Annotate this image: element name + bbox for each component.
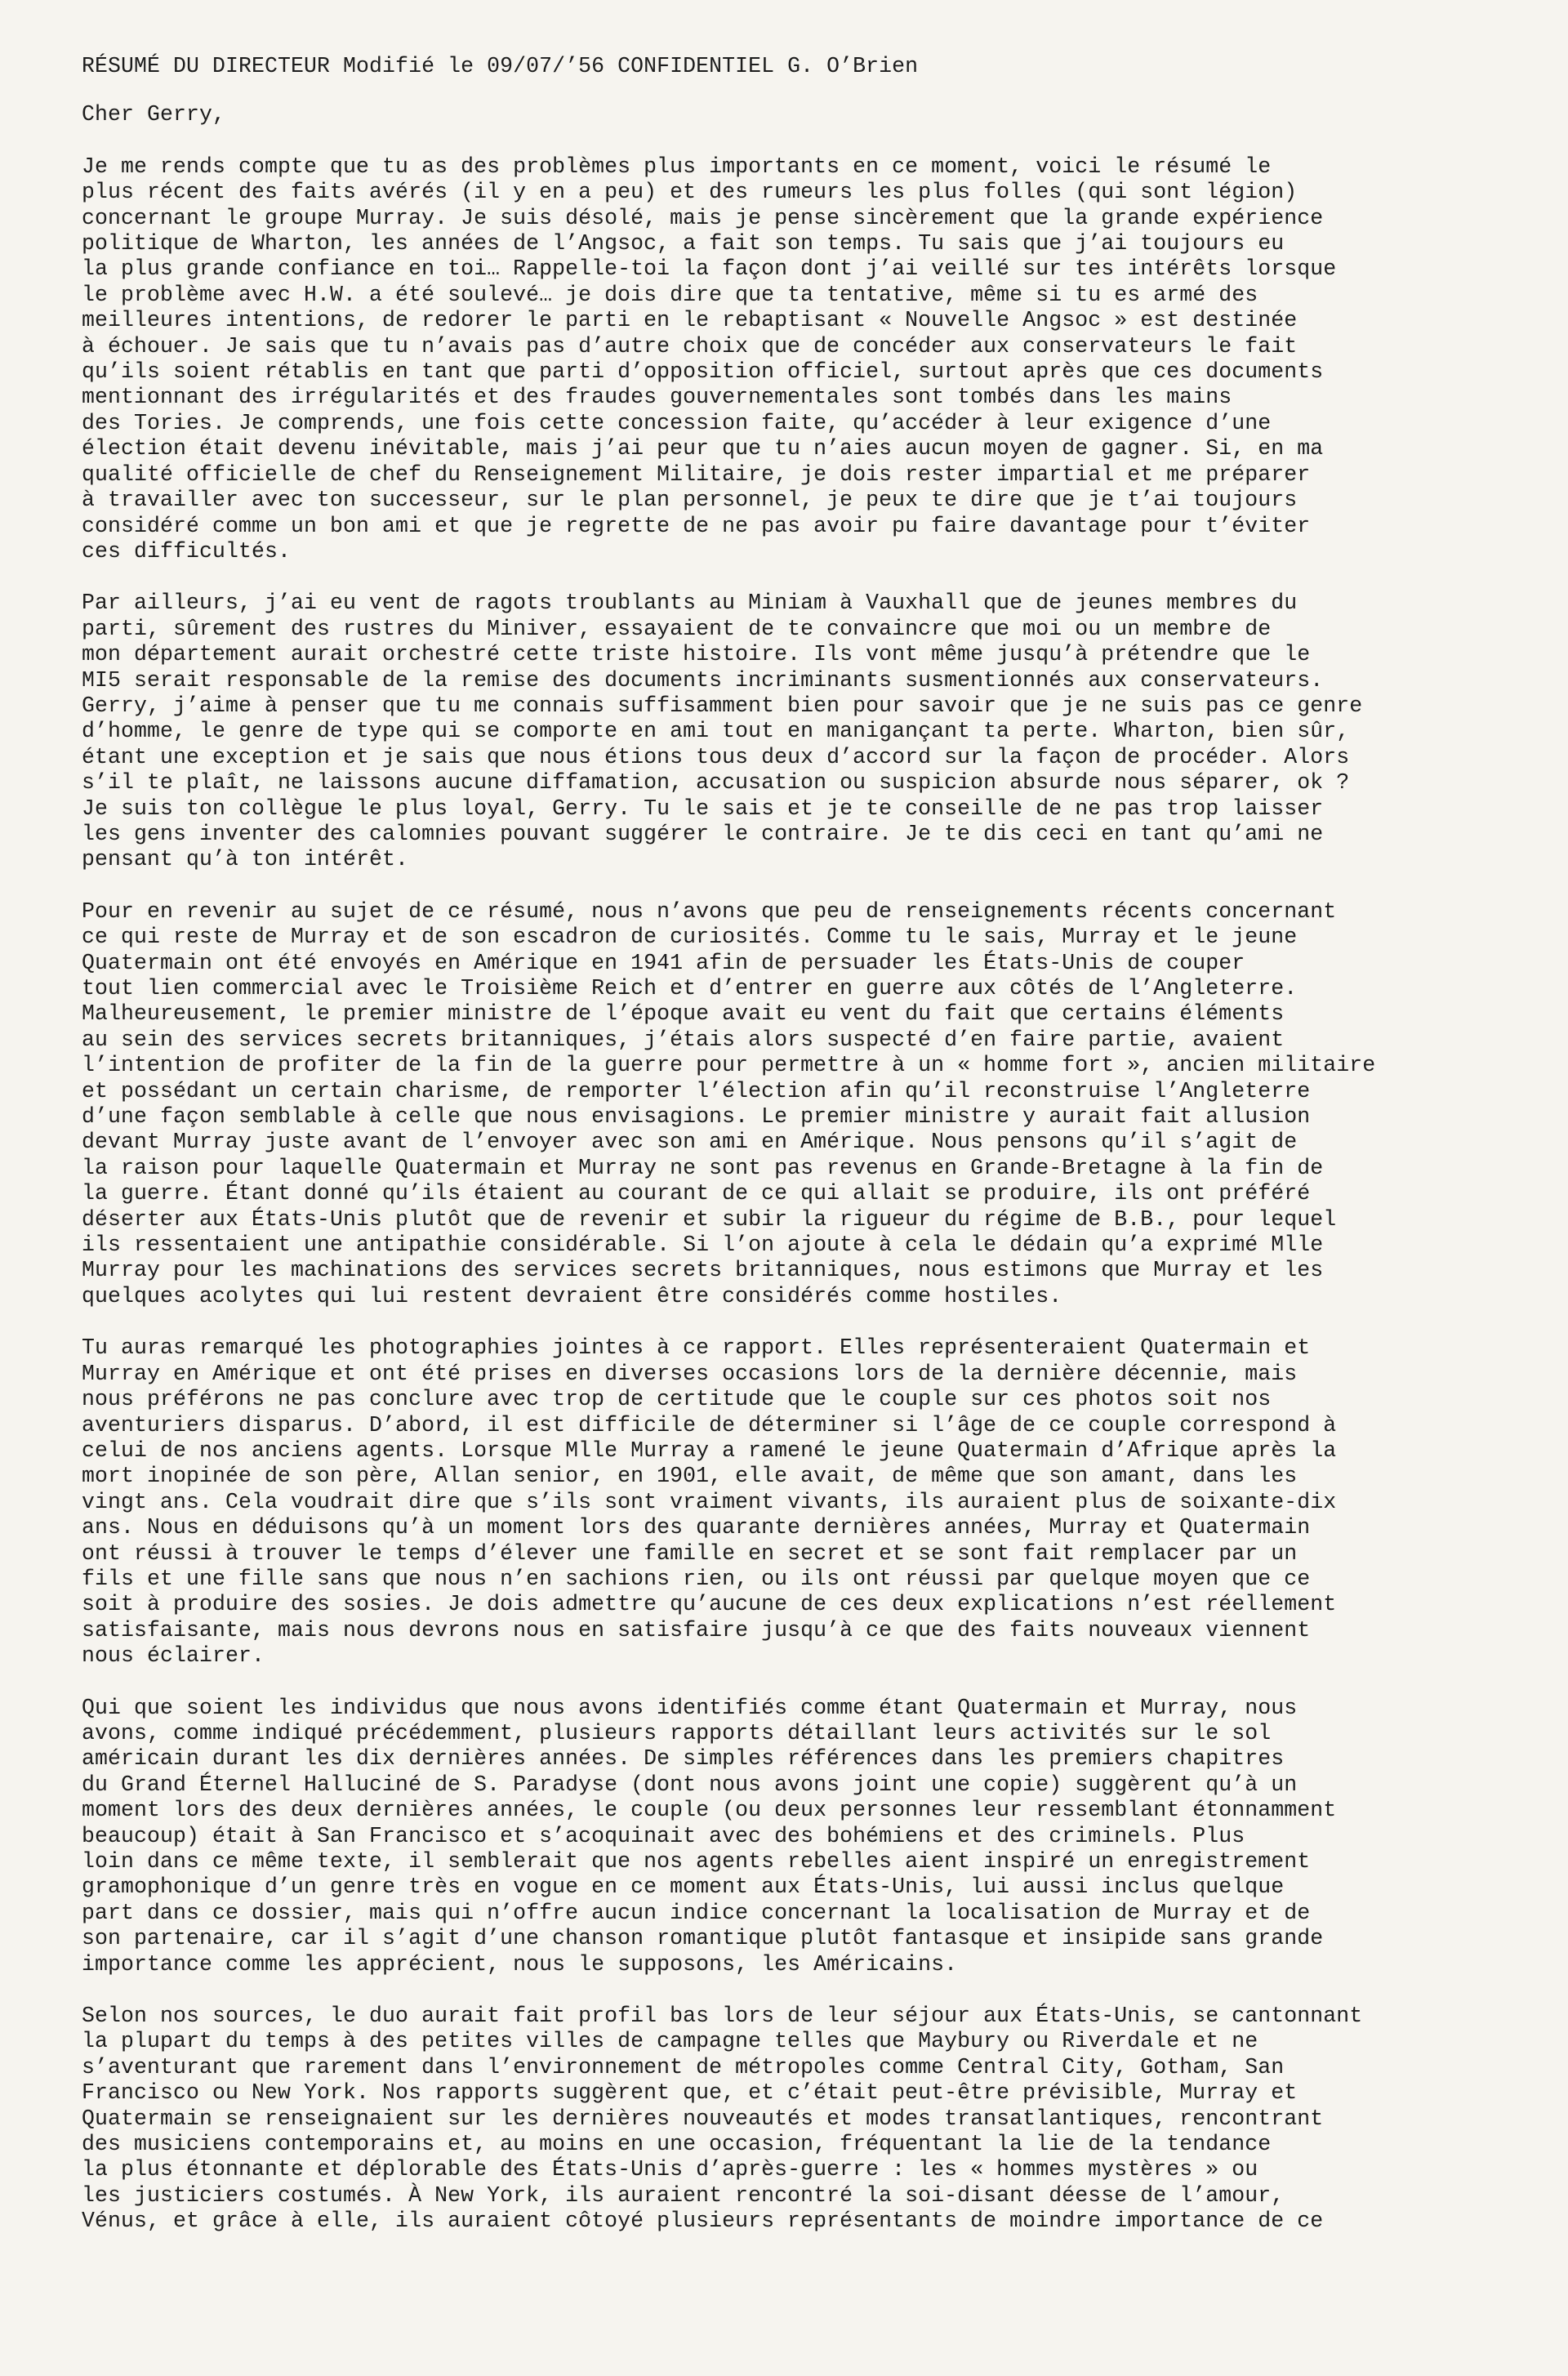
text-line: aventuriers disparus. D’abord, il est difficile de déterminer si l’âge de ce couple correspond à xyxy=(82,1412,1337,1438)
text-line: Malheureusement, le premier ministre de l’époque avait eu vent du fait que certains éléments xyxy=(82,1001,1285,1027)
text-line: vingt ans. Cela voudrait dire que s’ils sont vraiment vivants, ils auraient plus de soixante-dix xyxy=(82,1489,1337,1514)
text-line: Tu auras remarqué les photographies jointes à ce rapport. Elles représenteraient Quatermain et xyxy=(82,1335,1311,1361)
text-line: la raison pour laquelle Quatermain et Murray ne sont pas revenus en Grande-Bretagne à la fin de xyxy=(82,1155,1324,1180)
text-line: qu’ils soient rétablis en tant que parti d’opposition officiel, surtout après que ces documents xyxy=(82,359,1324,385)
text-line: ils ressentaient une antipathie considérable. Si l’on ajoute à cela le dédain qu’a exprimé Mlle xyxy=(82,1233,1324,1258)
text-line: les justiciers costumés. À New York, ils auraient rencontré la soi-disant déesse de l’amour, xyxy=(82,2182,1285,2208)
paragraph-2 xyxy=(82,591,1486,872)
text-line: Murray pour les machinations des services secrets britanniques, nous estimons que Murray et les xyxy=(82,1258,1324,1283)
text-line: fils et une fille sans que nous n’en sachions rien, ou ils ont réussi par quelque moyen que ce xyxy=(82,1566,1311,1591)
text-line: avons, comme indiqué précédemment, plusieurs rapports détaillant leurs activités sur le sol xyxy=(82,1720,1272,1745)
text-line: Par ailleurs, j’ai eu vent de ragots troublants au Miniam à Vauxhall que de jeunes membres du xyxy=(82,591,1298,616)
text-line: concernant le groupe Murray. Je suis désolé, mais je pense sincèrement que la grande expérience xyxy=(82,205,1324,230)
text-line: au sein des services secrets britanniques, j’étais alors suspecté d’en faire partie, avaient xyxy=(82,1027,1285,1052)
text-line: Je me rends compte que tu as des problèmes plus importants en ce moment, voici le résumé le xyxy=(82,154,1272,179)
paragraph-4 xyxy=(82,1335,1486,1669)
text-line: s’il te plaît, ne laissons aucune diffamation, accusation ou suspicion absurde nous séparer, ok ? xyxy=(82,770,1350,796)
text-line: à travailler avec ton successeur, sur le plan personnel, je peux te dire que je t’ai toujours xyxy=(82,488,1298,513)
text-line: s’aventurant que rarement dans l’environnement de métropoles comme Central City, Gotham, San xyxy=(82,2054,1285,2080)
text-line: loin dans ce même texte, il semblerait que nos agents rebelles aient inspiré un enregistrement xyxy=(82,1849,1311,1874)
text-line: moment lors des deux dernières années, le couple (ou deux personnes leur ressemblant étonnamment xyxy=(82,1798,1337,1823)
text-line: ont réussi à trouver le temps d’élever une famille en secret et se sont fait remplacer par un xyxy=(82,1540,1298,1566)
text-line: soit à produire des sosies. Je dois admettre qu’aucune de ces deux explications n’est réellement xyxy=(82,1592,1337,1617)
text-line: mort inopinée de son père, Allan senior, en 1901, elle avait, de même que son amant, dans les xyxy=(82,1464,1298,1489)
text-line: gramophonique d’un genre très en vogue en ce moment aux États-Unis, lui aussi inclus quelque xyxy=(82,1874,1285,1900)
text-line: américain durant les dix dernières années. De simples références dans les premiers chapitres xyxy=(82,1746,1285,1772)
text-line: Gerry, j’aime à penser que tu me connais suffisamment bien pour savoir que je ne suis pas ce genre xyxy=(82,693,1363,718)
text-line: MI5 serait responsable de la remise des documents incriminants susmentionnés aux conservateurs. xyxy=(82,667,1324,693)
text-line: d’homme, le genre de type qui se comporte en ami tout en manigançant ta perte. Wharton, bien sûr, xyxy=(82,719,1350,744)
text-line: étant une exception et je sais que nous étions tous deux d’accord sur la façon de procéder. Alors xyxy=(82,744,1350,769)
text-line: Quatermain ont été envoyés en Amérique en 1941 afin de persuader les États-Unis de couper xyxy=(82,950,1245,975)
text-line: les gens inventer des calomnies pouvant suggérer le contraire. Je te dis ceci en tant qu’ami ne xyxy=(82,821,1324,846)
text-line: Quatermain se renseignaient sur les dernières nouveautés et modes transatlantiques, rencontrant xyxy=(82,2106,1324,2131)
text-line: Je suis ton collègue le plus loyal, Gerry. Tu le sais et je te conseille de ne pas trop laisser xyxy=(82,796,1324,821)
text-line: ans. Nous en déduisons qu’à un moment lors des quarante dernières années, Murray et Quatermain xyxy=(82,1515,1311,1540)
text-line: quelques acolytes qui lui restent devraient être considérés comme hostiles. xyxy=(82,1283,1062,1308)
text-line: plus récent des faits avérés (il y en a peu) et des rumeurs les plus folles (qui sont légion) xyxy=(82,180,1298,205)
text-line: élection était devenu inévitable, mais j’ai peur que tu n’aies aucun moyen de gagner. Si, en ma xyxy=(82,436,1324,461)
text-line: devant Murray juste avant de l’envoyer avec son ami en Amérique. Nous pensons qu’il s’agit de xyxy=(82,1130,1298,1155)
text-line: à échouer. Je sais que tu n’avais pas d’autre choix que de concéder aux conservateurs le fait xyxy=(82,333,1298,359)
text-line: parti, sûrement des rustres du Miniver, essayaient de te convaincre que moi ou un membre de xyxy=(82,616,1272,641)
text-line: Murray en Amérique et ont été prises en diverses occasions lors de la dernière décennie, mais xyxy=(82,1361,1298,1386)
text-line: celui de nos anciens agents. Lorsque Mlle Murray a ramené le jeune Quatermain d’Afrique après la xyxy=(82,1438,1337,1463)
text-line: du Grand Éternel Halluciné de S. Paradyse (dont nous avons joint une copie) suggèrent qu’à un xyxy=(82,1772,1298,1797)
memo-paragraphs xyxy=(82,154,1486,2235)
text-line: Qui que soient les individus que nous avons identifiés comme étant Quatermain et Murray, nous xyxy=(82,1695,1298,1720)
text-line: importance comme les apprécient, nous le supposons, les Américains. xyxy=(82,1951,958,1977)
text-line: considéré comme un bon ami et que je regrette de ne pas avoir pu faire davantage pour t’éviter xyxy=(82,513,1311,538)
text-line: part dans ce dossier, mais qui n’offre aucun indice concernant la localisation de Murray et de xyxy=(82,1900,1311,1925)
text-line: satisfaisante, mais nous devrons nous en satisfaire jusqu’à ce que des faits nouveaux viennent xyxy=(82,1617,1311,1643)
text-line: le problème avec H.W. a été soulevé… je dois dire que ta tentative, même si tu es armé des xyxy=(82,282,1258,307)
text-line: nous éclairer. xyxy=(82,1643,265,1669)
paragraph-6 xyxy=(82,2004,1486,2235)
text-line: nous préférons ne pas conclure avec trop de certitude que le couple sur ces photos soit nos xyxy=(82,1387,1272,1412)
memo-body xyxy=(82,54,1486,2235)
text-line: d’une façon semblable à celle que nous envisagions. Le premier ministre y aurait fait allusion xyxy=(82,1104,1311,1130)
paragraph-5 xyxy=(82,1696,1486,1977)
text-line: Selon nos sources, le duo aurait fait profil bas lors de leur séjour aux États-Unis, se cantonnant xyxy=(82,2004,1363,2029)
text-line: son partenaire, car il s’agit d’une chanson romantique plutôt fantasque et insipide sans grande xyxy=(82,1926,1324,1951)
paragraph-1 xyxy=(82,154,1486,565)
text-line: la plus étonnante et déplorable des États-Unis d’après-guerre : les « hommes mystères » ou xyxy=(82,2157,1258,2182)
memo-header: RÉSUMÉ DU DIRECTEUR Modifié le 09/07/’56 CONFIDENTIEL G. O’Brien xyxy=(82,54,919,78)
text-line: la guerre. Étant donné qu’ils étaient au courant de ce qui allait se produire, ils ont préféré xyxy=(82,1181,1311,1206)
text-line: mentionnant des irrégularités et des fraudes gouvernementales sont tombés dans les mains xyxy=(82,385,1232,410)
text-line: la plus grande confiance en toi… Rappelle-toi la façon dont j’ai veillé sur tes intérêts lorsque xyxy=(82,256,1337,282)
text-line: mon département aurait orchestré cette triste histoire. Ils vont même jusqu’à prétendre que le xyxy=(82,642,1311,667)
text-line: des musiciens contemporains et, au moins en une occasion, fréquentant la lie de la tendance xyxy=(82,2132,1272,2157)
text-line: ces difficultés. xyxy=(82,538,292,564)
salutation: Cher Gerry, xyxy=(82,102,226,127)
text-line: et possédant un certain charisme, de remporter l’élection afin qu’il reconstruise l’Angleterre xyxy=(82,1078,1311,1103)
text-line: des Tories. Je comprends, une fois cette concession faite, qu’accéder à leur exigence d’une xyxy=(82,410,1272,435)
text-line: politique de Wharton, les années de l’Angsoc, a fait son temps. Tu sais que j’ai toujours eu xyxy=(82,231,1285,256)
text-line: la plupart du temps à des petites villes de campagne telles que Maybury ou Riverdale et ne xyxy=(82,2029,1258,2054)
text-line: déserter aux États-Unis plutôt que de revenir et subir la rigueur du régime de B.B., pour lequel xyxy=(82,1206,1337,1232)
text-line: Francisco ou New York. Nos rapports suggèrent que, et c’était peut-être prévisible, Murray et xyxy=(82,2080,1298,2106)
text-line: Pour en revenir au sujet de ce résumé, nous n’avons que peu de renseignements récents concernant xyxy=(82,898,1337,924)
paragraph-3 xyxy=(82,899,1486,1310)
text-line: qualité officielle de chef du Renseignement Militaire, je dois rester impartial et me préparer xyxy=(82,461,1311,487)
text-line: ce qui reste de Murray et de son escadron de curiosités. Comme tu le sais, Murray et le jeune xyxy=(82,925,1298,950)
text-line: Vénus, et grâce à elle, ils auraient côtoyé plusieurs représentants de moindre importance de ce xyxy=(82,2209,1324,2234)
text-line: meilleures intentions, de redorer le parti en le rebaptisant « Nouvelle Angsoc » est destinée xyxy=(82,308,1298,333)
text-line: l’intention de profiter de la fin de la guerre pour permettre à un « homme fort », ancien militaire xyxy=(82,1053,1376,1078)
text-line: beaucoup) était à San Francisco et s’acoquinait avec des bohémiens et des criminels. Plus xyxy=(82,1823,1245,1848)
text-line: tout lien commercial avec le Troisième Reich et d’entrer en guerre aux côtés de l’Angleterre. xyxy=(82,976,1298,1001)
text-line: pensant qu’à ton intérêt. xyxy=(82,847,409,872)
